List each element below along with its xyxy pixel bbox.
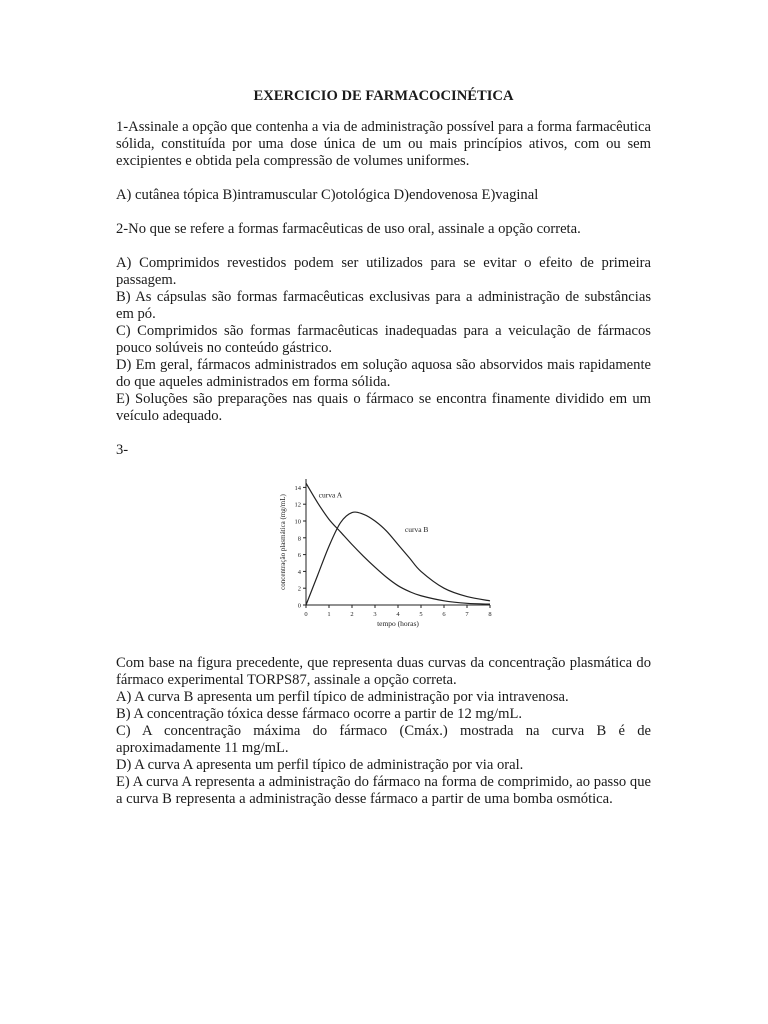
y-tick-label: 2 (297, 585, 301, 593)
series-label-curva-b: curva B (404, 524, 429, 534)
q2-option-b: B) As cápsulas são formas farmacêuticas exclusivas para a administração de substâncias em pó. (116, 289, 651, 322)
q2-option-a: A) Comprimidos revestidos podem ser utilizados para se evitar o efeito de primeira passagem. (116, 255, 651, 288)
document-title: EXERCICIO DE FARMACOCINÉTICA (253, 88, 514, 104)
y-tick-label: 12 (294, 501, 301, 509)
y-tick-label: 0 (297, 602, 301, 610)
question-2-text: 2-No que se refere a formas farmacêuticas de uso oral, assinale a opção correta. (116, 221, 581, 237)
question-3-text: Com base na figura precedente, que representa duas curvas da concentração plasmática do fármaco experimental TORPS87, assinale a opção correta. (116, 655, 651, 688)
x-tick-label: 1 (327, 611, 331, 618)
x-tick-label: 0 (304, 611, 308, 618)
q3-option-d: D) A curva A apresenta um perfil típico de administração por via oral. (116, 757, 524, 773)
series-label-curva-a: curva A (318, 490, 343, 500)
q3-option-e: E) A curva A representa a administração do fármaco na forma de comprimido, ao passo que a curva B representa a administração desse fármaco a partir de uma bomba osmótica. (116, 774, 651, 807)
x-tick-label: 7 (465, 611, 469, 618)
y-tick-label: 4 (297, 568, 301, 576)
document-body (116, 88, 651, 808)
y-tick-label: 8 (297, 535, 301, 543)
x-tick-label: 2 (350, 611, 354, 618)
series-line-curva-b (306, 512, 490, 605)
x-tick-label: 5 (419, 611, 423, 618)
q2-option-e: E) Soluções são preparações nas quais o fármaco se encontra finamente dividido em um veículo adequado. (116, 391, 651, 424)
concentration-chart (264, 467, 504, 637)
q2-option-c: C) Comprimidos são formas farmacêuticas inadequadas para a veiculação de fármacos pouco solúveis no conteúdo gástrico. (116, 323, 651, 356)
x-tick-label: 8 (488, 611, 492, 618)
chart-container (116, 467, 651, 637)
question-3-label: 3- (116, 442, 129, 458)
question-3-options (116, 689, 651, 808)
question-1-text: 1-Assinale a opção que contenha a via de administração possível para a forma farmacêutica sólida, constituída por uma dose única de um ou mais princípios ativos, com ou sem excipientes e obtida pela compressão de volumes uniformes. (116, 119, 651, 169)
q3-option-c: C) A concentração máxima do fármaco (Cmáx.) mostrada na curva B é de aproximadamente 11 mg/mL. (116, 723, 651, 756)
x-axis-label: tempo (horas) (377, 619, 419, 628)
question-2-options (116, 255, 651, 425)
x-tick-label: 3 (373, 611, 377, 618)
y-tick-label: 6 (297, 552, 301, 560)
y-axis-label: concentração plasmática (mg/mL) (279, 494, 287, 590)
x-tick-label: 6 (442, 611, 446, 618)
q2-option-d: D) Em geral, fármacos administrados em solução aquosa são absorvidos mais rapidamente do que aqueles administrados em forma sólida. (116, 357, 651, 390)
q3-option-a: A) A curva B apresenta um perfil típico de administração por via intravenosa. (116, 689, 569, 705)
y-tick-label: 10 (294, 518, 301, 526)
x-tick-label: 4 (396, 611, 400, 618)
question-1-options: A) cutânea tópica B)intramuscular C)otológica D)endovenosa E)vaginal (116, 187, 539, 203)
y-tick-label: 14 (294, 484, 301, 492)
q3-option-b: B) A concentração tóxica desse fármaco ocorre a partir de 12 mg/mL. (116, 706, 523, 722)
